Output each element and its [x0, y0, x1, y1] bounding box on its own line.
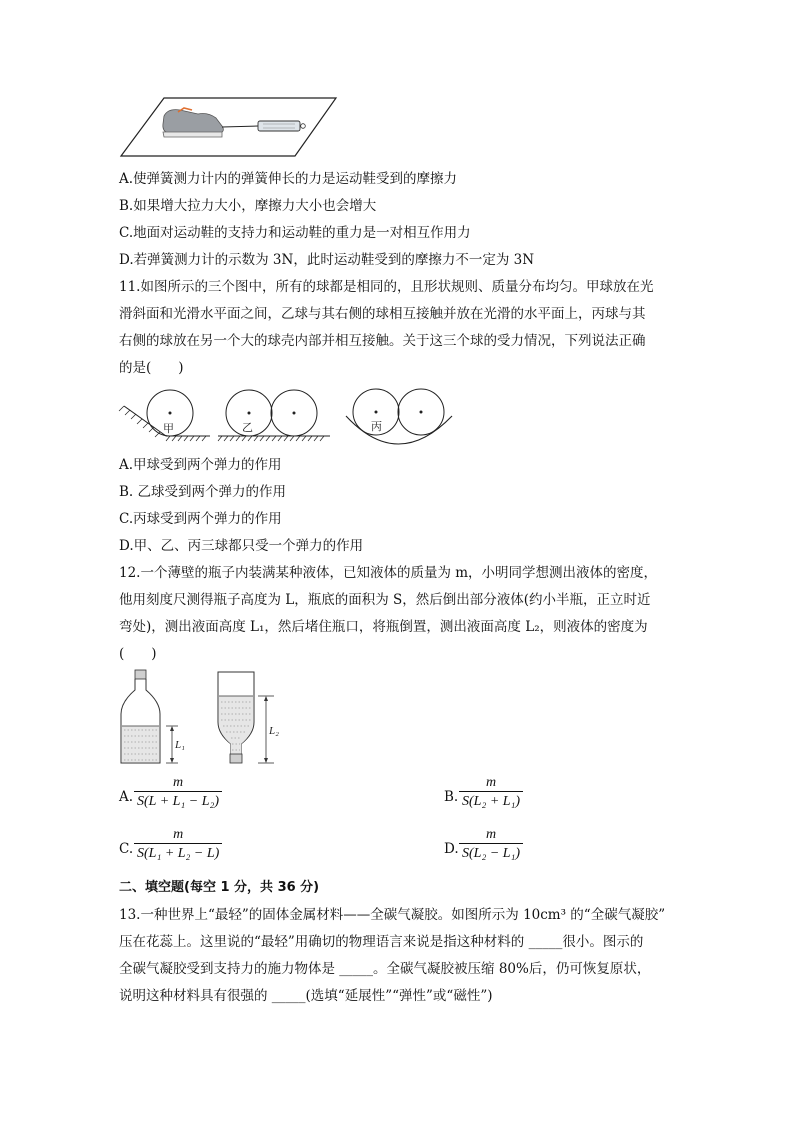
q12-stem-line: 弯处)，测出液面高度 L₁，然后堵住瓶口，将瓶倒置，测出液面高度 L₂，则液体的密度为 [119, 619, 648, 635]
ball-label-yi: 乙 [242, 421, 253, 434]
fraction-numerator: m [172, 775, 184, 790]
fraction-denominator: S(L₂ + L₁) [459, 791, 523, 810]
label-l1: L₁ [175, 739, 185, 751]
label-l2: L₂ [269, 725, 279, 737]
q11-stem-line: 滑斜面和光滑水平面之间，乙球与其右侧的球相互接触并放在光滑的水平面上，丙球与其 [119, 306, 646, 322]
fraction-denominator: S(L₂ − L₁) [459, 843, 523, 862]
q12-option-d-label: D. [444, 841, 459, 857]
fraction-numerator: m [173, 827, 184, 842]
q11-stem-line: 的是( ) [119, 360, 184, 376]
section-title: 二、填空题(每空 1 分，共 36 分) [119, 880, 320, 895]
q12-option-d-fraction [459, 827, 523, 862]
q12-option-c-fraction [134, 827, 222, 862]
q12-stem-line: 他用刻度尺测得瓶子高度为 L，瓶底的面积为 S，然后倒出部分液体(约小半瓶，正立时近 [119, 592, 651, 608]
q11-option-d: D.甲、乙、丙三球都只受一个弹力的作用 [119, 538, 364, 554]
q11-stem-line: 右侧的球放在另一个大的球壳内部并相互接触。关于这三个球的受力情况，下列说法正确 [119, 333, 646, 349]
q11-stem-line: 11.如图所示的三个图中，所有的球都是相同的，且形状规则、质量分布均匀。甲球放在光 [119, 279, 654, 295]
q10-option-b: B.如果增大拉力大小，摩擦力大小也会增大 [119, 198, 377, 214]
q11-option-a: A.甲球受到两个弹力的作用 [119, 457, 282, 473]
q11-option-c: C.丙球受到两个弹力的作用 [119, 511, 282, 527]
q12-option-a-label: A. [119, 789, 134, 805]
q10-option-a: A.使弹簧测力计内的弹簧伸长的力是运动鞋受到的摩擦力 [119, 171, 458, 187]
q11-option-b: B. 乙球受到两个弹力的作用 [119, 484, 287, 500]
three-balls-figure [118, 384, 458, 446]
q13-stem-line: 全碳气凝胶受到支持力的施力物体是 _____。全碳气凝胶被压缩 80%后，仍可恢复原状， [119, 961, 651, 977]
q12-stem-line: ( ) [119, 646, 157, 662]
q12-option-c-label: C. [119, 841, 134, 857]
q12-stem-line: 12.一个薄壁的瓶子内装满某种液体，已知液体的质量为 m，小明同学想测出液体的密度， [119, 565, 658, 581]
fraction-numerator: m [485, 827, 497, 842]
fraction-numerator: m [485, 775, 497, 790]
ball-label-jia: 甲 [163, 422, 174, 435]
bottles-figure [118, 668, 288, 770]
q13-stem-line: 说明这种材料具有很强的 _____(选填“延展性”“弹性”或“磁性”) [119, 988, 493, 1004]
q12-option-a-fraction [134, 775, 222, 810]
shoe-spring-scale-figure [118, 96, 343, 161]
q13-stem-line: 压在花蕊上。这里说的“最轻”用确切的物理语言来说是指这种材料的 _____很小。图示的 [119, 934, 644, 950]
q13-stem-line: 13.一种世界上“最轻”的固体金属材料——全碳气凝胶。如图所示为 10cm³ 的“全碳气凝胶” [119, 907, 666, 923]
q12-option-b-label: B. [444, 789, 459, 805]
ball-label-bing: 丙 [371, 420, 382, 433]
fraction-denominator: S(L₁ + L₂ − L) [134, 843, 222, 862]
fraction-denominator: S(L + L₁ − L₂) [134, 791, 222, 810]
q10-option-c: C.地面对运动鞋的支持力和运动鞋的重力是一对相互作用力 [119, 225, 471, 241]
q10-option-d: D.若弹簧测力计的示数为 3N，此时运动鞋受到的摩擦力不一定为 3N [119, 252, 535, 268]
q12-option-b-fraction [459, 775, 523, 810]
